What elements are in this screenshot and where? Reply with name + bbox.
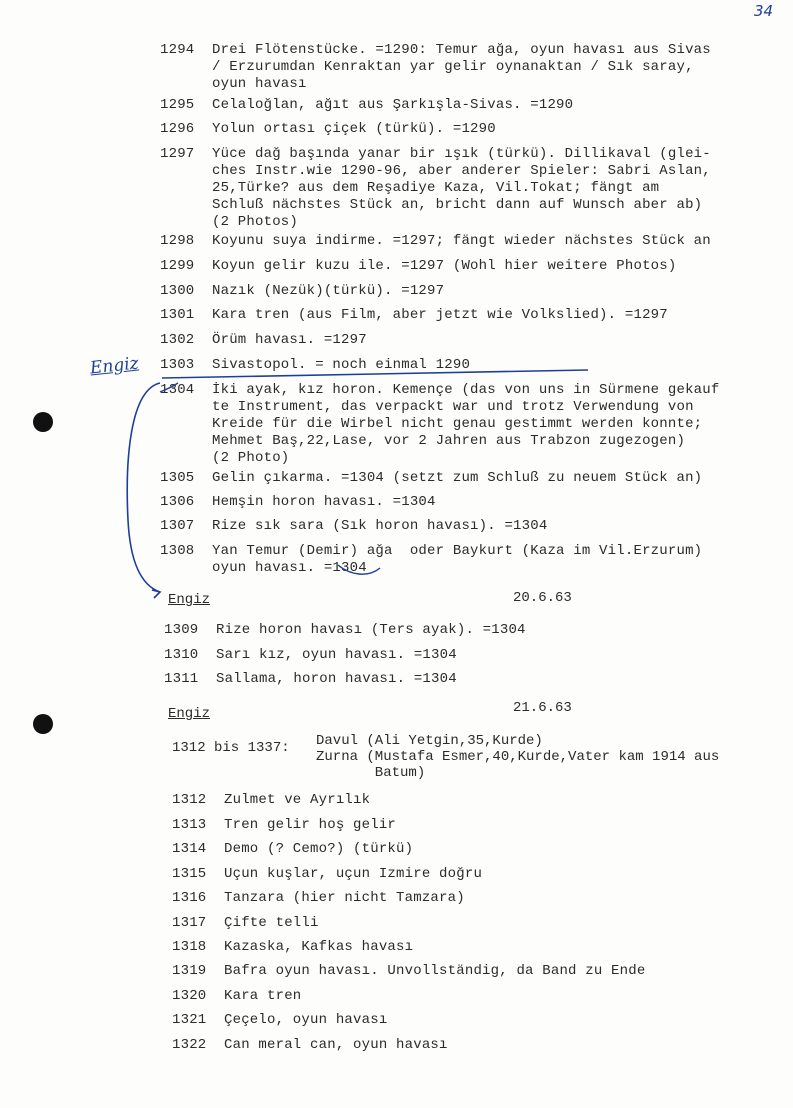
range-note-line-2: Zurna (Mustafa Esmer,40,Kurde,Vater kam 1914 aus: [316, 749, 720, 765]
entry-line: Sivastopol. = noch einmal 1290: [212, 357, 471, 373]
entry-number: 1317: [172, 915, 207, 931]
entry-line: (2 Photo): [212, 450, 290, 466]
entry-number: 1316: [172, 890, 207, 906]
entry-line: oyun havası. =1304: [212, 560, 367, 576]
entry-number: 1299: [160, 258, 195, 274]
entry-number: 1318: [172, 939, 207, 955]
entry-line: Sarı kız, oyun havası. =1304: [216, 647, 457, 663]
section-place-1: Engiz: [168, 592, 211, 608]
entry-number: 1302: [160, 332, 195, 348]
entry-line: Can meral can, oyun havası: [224, 1037, 448, 1053]
range-note-label: 1312 bis 1337:: [172, 740, 290, 756]
entry-line: Kazaska, Kafkas havası: [224, 939, 414, 955]
entry-number: 1308: [160, 543, 195, 559]
entry-line: / Erzurumdan Kenraktan yar gelir oynanaktan / Sık saray,: [212, 59, 694, 75]
entry-line: Nazık (Nezük)(türkü). =1297: [212, 283, 445, 299]
entry-line: Demo (? Cemo?) (türkü): [224, 841, 414, 857]
entry-line: Sallama, horon havası. =1304: [216, 671, 457, 687]
entry-number: 1311: [164, 671, 199, 687]
entry-number: 1298: [160, 233, 195, 249]
entry-line: Rize sık sara (Sık horon havası). =1304: [212, 518, 548, 534]
margin-note: Engiz: [89, 353, 140, 379]
entry-line: Drei Flötenstücke. =1290: Temur ağa, oyun havası aus Sivas: [212, 42, 711, 58]
entry-number: 1307: [160, 518, 195, 534]
entry-number: 1303: [160, 357, 195, 373]
entry-line: Çeçelo, oyun havası: [224, 1012, 388, 1028]
entry-number: 1297: [160, 146, 195, 162]
entry-line: Zulmet ve Ayrılık: [224, 792, 371, 808]
entry-number: 1319: [172, 963, 207, 979]
entry-number: 1313: [172, 817, 207, 833]
entry-number: 1310: [164, 647, 199, 663]
entry-line: Uçun kuşlar, uçun Izmire doğru: [224, 866, 483, 882]
section-place-2: Engiz: [168, 706, 211, 722]
entry-line: Kara tren (aus Film, aber jetzt wie Volkslied). =1297: [212, 307, 668, 323]
entry-line: oyun havası: [212, 76, 307, 92]
entry-line: İki ayak, kız horon. Kemençe (das von uns in Sürmene gekauf: [212, 382, 720, 398]
entry-line: Hemşin horon havası. =1304: [212, 494, 436, 510]
entry-line: Schluß nächstes Stück an, bricht dann auf Wunsch aber ab): [212, 197, 703, 213]
entry-number: 1322: [172, 1037, 207, 1053]
entry-line: Gelin çıkarma. =1304 (setzt zum Schluß zu neuem Stück an): [212, 470, 703, 486]
range-note-line-3: Batum): [316, 765, 426, 781]
entry-line: (2 Photos): [212, 214, 299, 230]
entry-line: ches Instr.wie 1290-96, aber anderer Spieler: Sabri Aslan,: [212, 163, 711, 179]
entry-number: 1315: [172, 866, 207, 882]
entry-number: 1295: [160, 97, 195, 113]
entry-number: 1312: [172, 792, 207, 808]
entry-line: Yolun ortası çiçek (türkü). =1290: [212, 121, 496, 137]
entry-number: 1309: [164, 622, 199, 638]
entry-number: 1306: [160, 494, 195, 510]
entry-line: Celaloğlan, ağıt aus Şarkışla-Sivas. =1290: [212, 97, 574, 113]
entry-number: 1300: [160, 283, 195, 299]
entry-line: Örüm havası. =1297: [212, 332, 367, 348]
entry-line: Koyunu suya indirme. =1297; fängt wieder nächstes Stück an: [212, 233, 711, 249]
entry-line: 25,Türke? aus dem Reşadiye Kaza, Vil.Tokat; fängt am: [212, 180, 660, 196]
entry-line: Kreide für die Wirbel nicht genau gestimmt werden konnte;: [212, 416, 703, 432]
entry-line: Yüce dağ başında yanar bir ışık (türkü). Dillikaval (glei-: [212, 146, 711, 162]
entry-line: Tanzara (hier nicht Tamzara): [224, 890, 465, 906]
entry-number: 1320: [172, 988, 207, 1004]
entry-number: 1301: [160, 307, 195, 323]
entry-line: Mehmet Baş,22,Lase, vor 2 Jahren aus Trabzon zugezogen): [212, 433, 686, 449]
entry-number: 1296: [160, 121, 195, 137]
entry-number: 1305: [160, 470, 195, 486]
entry-number: 1294: [160, 42, 195, 58]
range-note-line-1: Davul (Ali Yetgin,35,Kurde): [316, 733, 543, 749]
entry-line: Rize horon havası (Ters ayak). =1304: [216, 622, 526, 638]
entry-number: 1304: [160, 382, 195, 398]
entry-line: Çifte telli: [224, 915, 319, 931]
page-number: 34: [754, 2, 774, 20]
section-date-1: 20.6.63: [513, 590, 572, 606]
entry-line: Tren gelir hoş gelir: [224, 817, 397, 833]
entry-number: 1321: [172, 1012, 207, 1028]
entry-line: te Instrument, das verpackt war und trotz Verwendung von: [212, 399, 694, 415]
entry-line: Yan Temur (Demir) ağa oder Baykurt (Kaza im Vil.Erzurum): [212, 543, 703, 559]
entry-line: Koyun gelir kuzu ile. =1297 (Wohl hier weitere Photos): [212, 258, 677, 274]
entry-line: Bafra oyun havası. Unvollständig, da Band zu Ende: [224, 963, 646, 979]
entry-number: 1314: [172, 841, 207, 857]
section-date-2: 21.6.63: [513, 700, 572, 716]
entry-line: Kara tren: [224, 988, 302, 1004]
